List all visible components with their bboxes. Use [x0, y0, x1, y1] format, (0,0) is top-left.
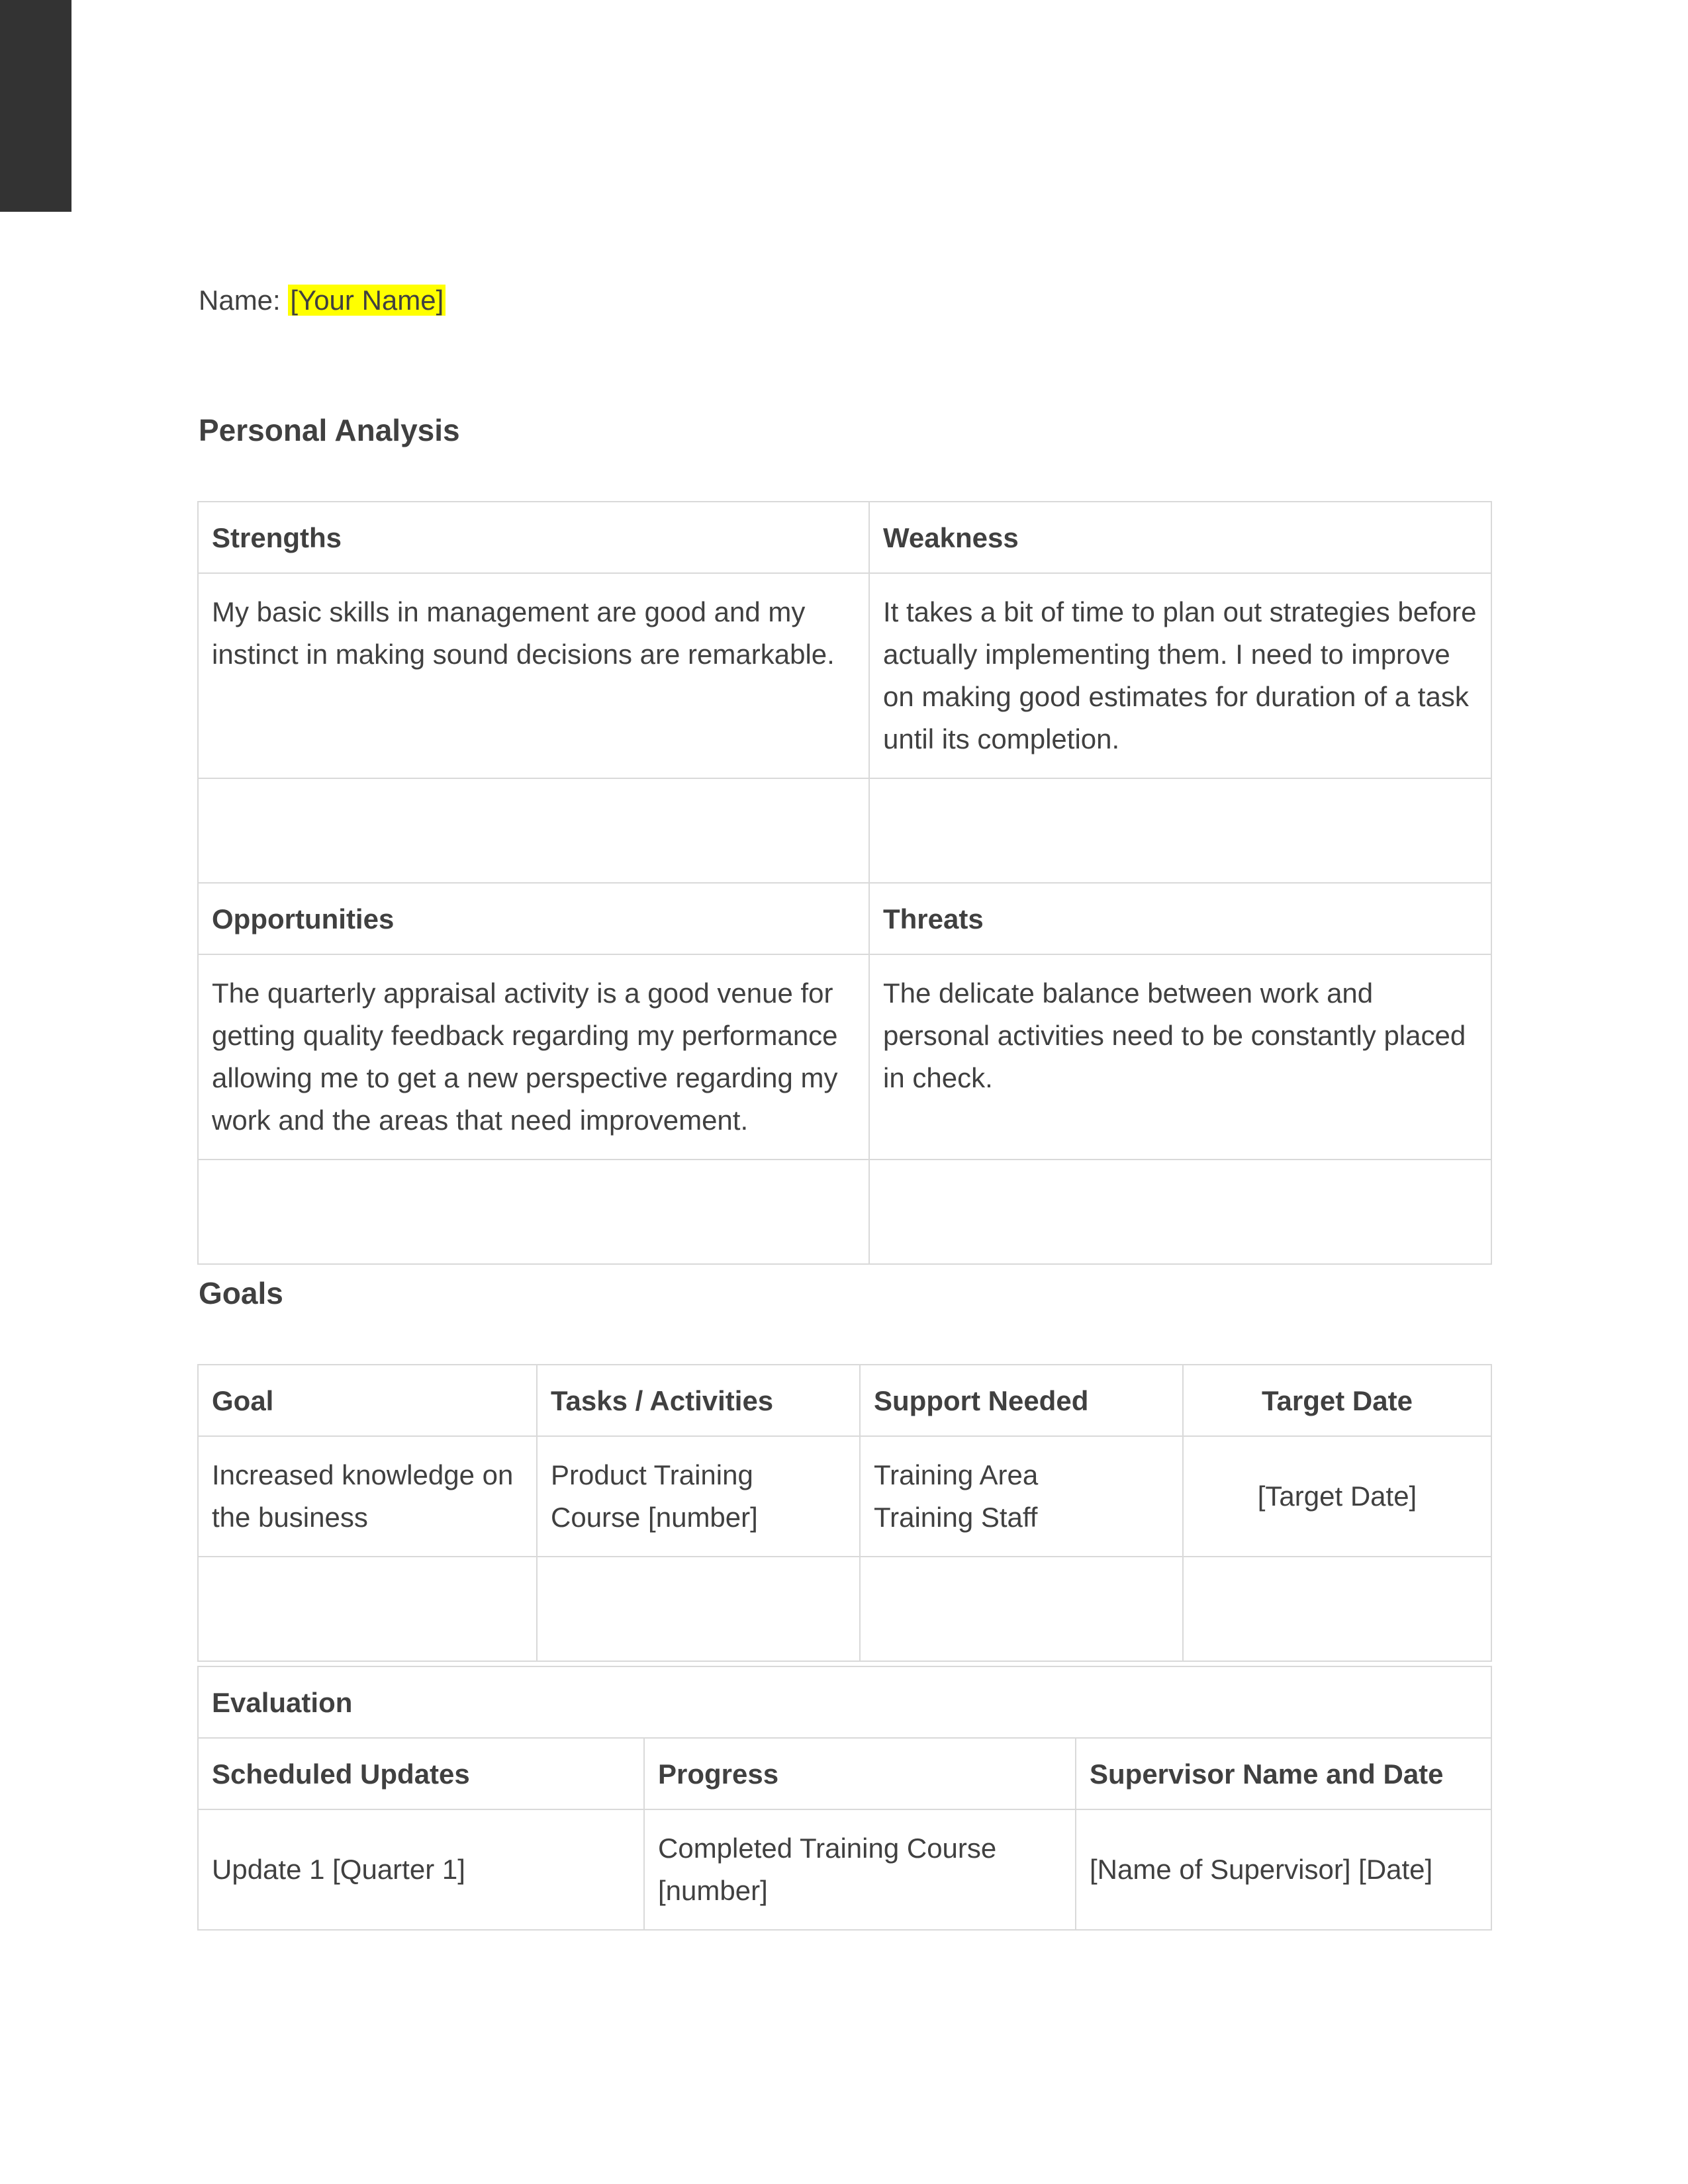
- blank-cell[interactable]: [860, 1557, 1183, 1661]
- opportunities-cell[interactable]: The quarterly appraisal activity is a good venue for getting quality feedback regarding my performance allowing me to get a new perspective regarding my work and the areas that need improvement.: [198, 954, 869, 1160]
- blank-cell[interactable]: [198, 778, 869, 883]
- tasks-column-header: Tasks / Activities: [537, 1365, 860, 1436]
- evaluation-table: [197, 1666, 1492, 1931]
- swot-table: [197, 501, 1492, 1265]
- table-row: [198, 778, 1491, 883]
- blank-cell[interactable]: [869, 1160, 1491, 1264]
- corner-tab-decoration: [0, 0, 71, 212]
- blank-cell[interactable]: [198, 1160, 869, 1264]
- strengths-cell[interactable]: My basic skills in management are good and my instinct in making sound decisions are remarkable.: [198, 573, 869, 778]
- table-row: [198, 1436, 1491, 1557]
- goal-cell[interactable]: Increased knowledge on the business: [198, 1436, 537, 1557]
- evaluation-title: Evaluation: [198, 1666, 1491, 1738]
- support-column-header: Support Needed: [860, 1365, 1183, 1436]
- blank-cell[interactable]: [1183, 1557, 1491, 1661]
- table-row: [198, 1557, 1491, 1661]
- personal-analysis-heading: Personal Analysis: [199, 413, 460, 447]
- support-line: Training Area: [874, 1459, 1039, 1490]
- name-label: Name:: [199, 285, 281, 316]
- target-date-column-header: Target Date: [1183, 1365, 1491, 1436]
- blank-cell[interactable]: [537, 1557, 860, 1661]
- scheduled-updates-header: Scheduled Updates: [198, 1738, 644, 1809]
- supervisor-cell[interactable]: [Name of Supervisor] [Date]: [1076, 1809, 1491, 1930]
- support-cell[interactable]: [860, 1436, 1183, 1557]
- table-row: [198, 1666, 1491, 1738]
- table-row: [198, 954, 1491, 1160]
- table-row: [198, 1365, 1491, 1436]
- supervisor-header: Supervisor Name and Date: [1076, 1738, 1491, 1809]
- name-value-field[interactable]: [Your Name]: [288, 285, 445, 316]
- table-row: [198, 1160, 1491, 1264]
- weakness-header: Weakness: [869, 502, 1491, 573]
- progress-cell[interactable]: Completed Training Course [number]: [644, 1809, 1076, 1930]
- progress-header: Progress: [644, 1738, 1076, 1809]
- goals-heading: Goals: [199, 1276, 283, 1310]
- table-row: [198, 573, 1491, 778]
- scheduled-update-cell[interactable]: Update 1 [Quarter 1]: [198, 1809, 644, 1930]
- tasks-line: Product Training: [551, 1459, 753, 1490]
- table-row: [198, 1738, 1491, 1809]
- support-line: Training Staff: [874, 1502, 1038, 1533]
- weakness-cell[interactable]: It takes a bit of time to plan out strategies before actually implementing them. I need to improve on making good estimates for duration of a task until its completion.: [869, 573, 1491, 778]
- strengths-header: Strengths: [198, 502, 869, 573]
- opportunities-header: Opportunities: [198, 883, 869, 954]
- target-date-cell[interactable]: [Target Date]: [1183, 1436, 1491, 1557]
- goal-column-header: Goal: [198, 1365, 537, 1436]
- blank-cell[interactable]: [198, 1557, 537, 1661]
- tasks-cell[interactable]: [537, 1436, 860, 1557]
- threats-cell[interactable]: The delicate balance between work and personal activities need to be constantly placed in check.: [869, 954, 1491, 1160]
- tasks-line: Course [number]: [551, 1502, 758, 1533]
- table-row: [198, 883, 1491, 954]
- table-row: [198, 1809, 1491, 1930]
- blank-cell[interactable]: [869, 778, 1491, 883]
- name-line: [199, 281, 445, 320]
- goals-table: [197, 1364, 1492, 1662]
- table-row: [198, 502, 1491, 573]
- threats-header: Threats: [869, 883, 1491, 954]
